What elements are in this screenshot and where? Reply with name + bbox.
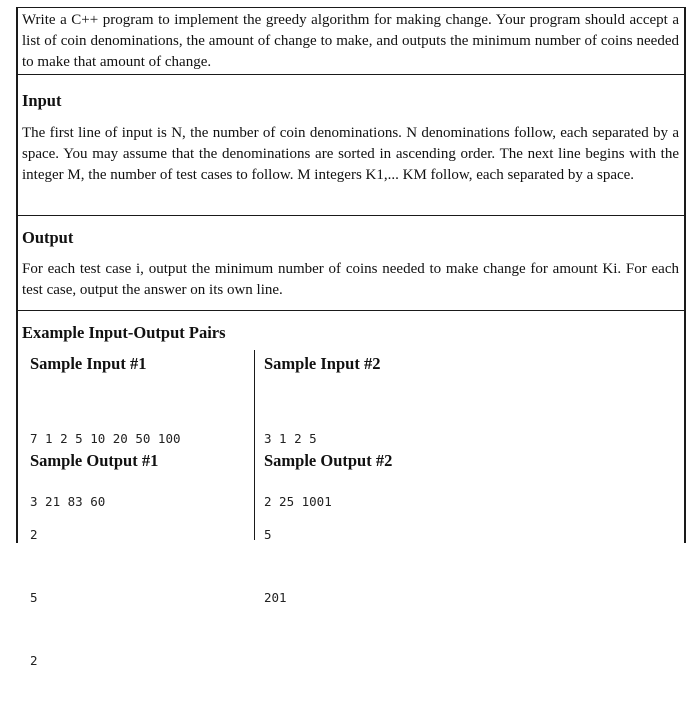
intro-paragraph (22, 10, 679, 73)
input-paragraph (22, 123, 679, 186)
sample-output-2-label: Sample Output #2 (264, 451, 393, 470)
sample-output-2-line: 201 (264, 590, 287, 605)
sample-output-1-label: Sample Output #1 (30, 451, 159, 470)
sample-input-2-line: 3 1 2 5 (264, 431, 317, 446)
sample-input-1-line: 7 1 2 5 10 20 50 100 (30, 431, 181, 446)
examples-divider (254, 350, 255, 540)
frame-left-border (16, 7, 18, 543)
intro-text: Write a C++ program to implement the greedy algorithm for making change. Your program should accept a list of coin denominations, the amount of change to make, and outputs the minimum number of coins needed to make that amount of change. (22, 12, 679, 70)
output-text: For each test case i, output the minimum number of coins needed to make change for amount Ki. For each test case, output the answer on its own line. (22, 261, 679, 298)
output-heading: Output (22, 228, 74, 247)
sample-input-1-line: 3 21 83 60 (30, 494, 106, 509)
input-heading: Input (22, 91, 62, 110)
frame-right-border (684, 7, 686, 543)
output-rule (16, 310, 686, 311)
sample-input-2-label: Sample Input #2 (264, 354, 381, 373)
sample-output-1-line: 2 (30, 653, 38, 668)
sample-output-1-block (30, 482, 60, 713)
sample-output-2-block (264, 482, 294, 650)
intro-rule (16, 74, 686, 75)
input-rule (16, 215, 686, 216)
sample-output-1-line: 2 (30, 527, 38, 542)
output-paragraph (22, 259, 679, 301)
sample-input-2-line: 2 25 1001 (264, 494, 332, 509)
sample-output-2-line: 5 (264, 527, 272, 542)
sample-input-1-label: Sample Input #1 (30, 354, 147, 373)
sample-output-1-line: 5 (30, 590, 38, 605)
examples-heading: Example Input-Output Pairs (22, 323, 226, 342)
input-text: The first line of input is N, the number of coin denominations. N denominations follow, each separated by a space. You may assume that the denominations are sorted in ascending order. The next line begins with the integer M, the number of test cases to follow. M integers K1,... KM follow, each separated by a space. (22, 125, 679, 183)
top-rule (16, 7, 686, 8)
